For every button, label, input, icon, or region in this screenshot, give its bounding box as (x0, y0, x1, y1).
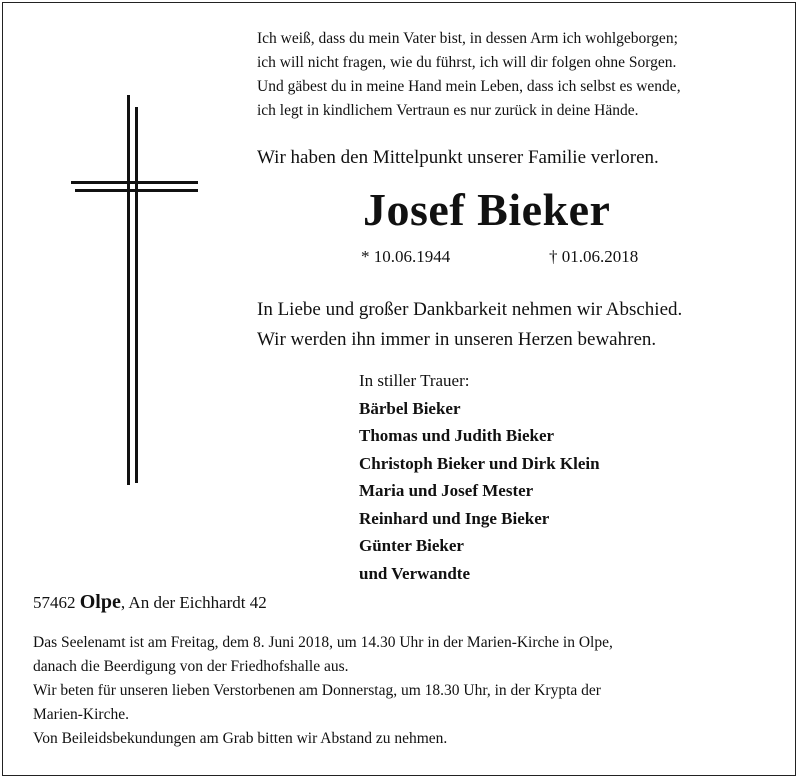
service-info (33, 631, 773, 751)
service-line: Das Seelenamt ist am Freitag, dem 8. Juni 2018, um 14.30 Uhr in der Marien-Kirche in Olpe, (33, 634, 613, 651)
address-city: Olpe (79, 591, 121, 613)
obituary-notice (2, 2, 796, 776)
deceased-name: Josef Bieker (363, 184, 611, 235)
farewell-line: In Liebe und großer Dankbarkeit nehmen wir Abschied. (257, 299, 683, 320)
address-street: , An der Eichhardt 42 (120, 593, 267, 612)
cross-icon (63, 95, 203, 485)
intro-text: Wir haben den Mittelpunkt unserer Familie verloren. (257, 147, 659, 168)
mourner-name: Reinhard und Inge Bieker (359, 508, 550, 528)
mourner-name: Thomas und Judith Bieker (359, 426, 555, 445)
service-line: Von Beileidsbekundungen am Grab bitten wir Abstand zu nehmen. (33, 730, 448, 747)
poem (257, 27, 777, 123)
mourner-name: Christoph Bieker und Dirk Klein (359, 453, 600, 473)
poem-line: ich will nicht fragen, wie du führst, ich will dir folgen ohne Sorgen. (257, 54, 677, 71)
service-line: Wir beten für unseren lieben Verstorbenen am Donnerstag, um 18.30 Uhr, in der Krypta der (33, 682, 601, 699)
mourners-title: In stiller Trauer: (359, 371, 470, 390)
mourner-name: Maria und Josef Mester (359, 481, 534, 500)
mourner-name: und Verwandte (359, 563, 471, 583)
poem-line: Und gäbest du in meine Hand mein Leben, dass ich selbst es wende, (257, 78, 681, 95)
mourner-name: Bärbel Bieker (359, 398, 461, 418)
mourners-list (359, 367, 600, 587)
address-postcode: 57462 (33, 593, 76, 612)
farewell-line: Wir werden ihn immer in unseren Herzen bewahren. (257, 329, 657, 350)
service-line: Marien-Kirche. (33, 706, 129, 723)
service-line: danach die Beerdigung von der Friedhofshalle aus. (33, 658, 349, 675)
address (33, 591, 267, 614)
birth-date: * 10.06.1944 (361, 247, 451, 266)
poem-line: ich legt in kindlichem Vertraun es nur zurück in deine Hände. (257, 102, 639, 119)
farewell-text (257, 295, 682, 355)
mourner-name: Günter Bieker (359, 536, 464, 555)
death-date: † 01.06.2018 (549, 247, 639, 266)
poem-line: Ich weiß, dass du mein Vater bist, in dessen Arm ich wohlgeborgen; (257, 30, 678, 47)
